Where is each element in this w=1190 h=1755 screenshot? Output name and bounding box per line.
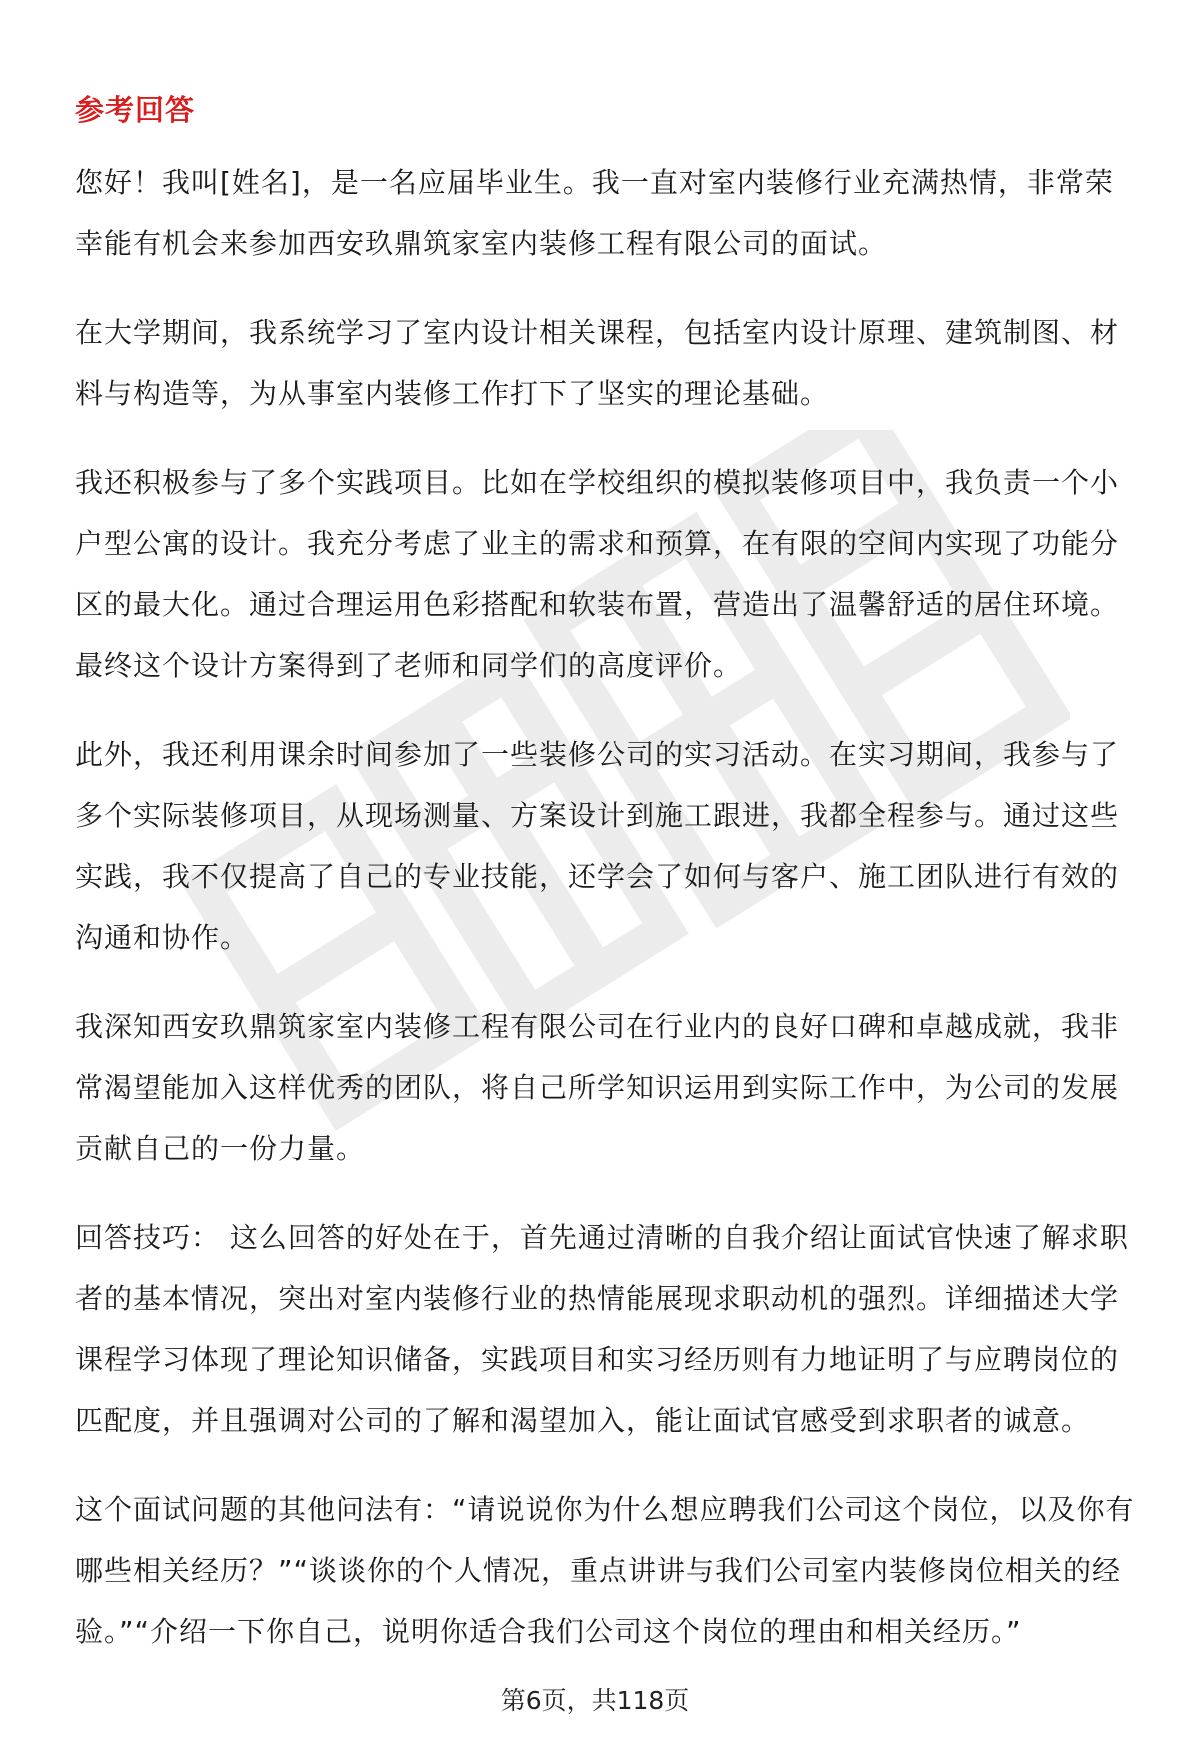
paragraph-projects: 我还积极参与了多个实践项目。比如在学校组织的模拟装修项目中，我负责一个小 户型公寓的设计。我充分考虑了业主的需求和预算，在有限的空间内实现了功能分 区的最大化。通过合理运用色彩搭配和软装布置，营造出了温馨舒适的居住环境。 最终这个设计方案得到了老师和同学们的高度评价。 bbox=[75, 466, 1120, 682]
paragraph-education: 在大学期间，我系统学习了室内设计相关课程，包括室内设计原理、建筑制图、材 料与构造等，为从事室内装修工作打下了坚实的理论基础。 bbox=[75, 316, 1120, 410]
paragraph-introduction: 您好！我叫[姓名]，是一名应届毕业生。我一直对室内装修行业充满热情，非常荣 幸能有机会来参加西安玖鼎筑家室内装修工程有限公司的面试。 bbox=[75, 166, 1114, 260]
paragraph-alternative-questions: 这个面试问题的其他问法有：“请说说你为什么想应聘我们公司这个岗位，以及你有 哪些相关经历？”“谈谈你的个人情况，重点讲讲与我们公司室内装修岗位相关的经 验。”“介绍一下你自己，说明你适合我们公司这个岗位的理由和相关经历。” bbox=[75, 1493, 1135, 1648]
section-heading: 参考回答 bbox=[75, 93, 196, 127]
paragraph-answer-tips: 回答技巧： 这么回答的好处在于，首先通过清晰的自我介绍让面试官快速了解求职 者的基本情况，突出对室内装修行业的热情能展现求职动机的强烈。详细描述大学 课程学习体现了理论知识储备，实践项目和实习经历则有力地证明了与应聘岗位的 匹配度，并且强调对公司的了解和渴望加入，能让面试官感受到求职者的诚意。 bbox=[75, 1221, 1129, 1437]
document-body bbox=[75, 90, 1175, 1690]
page-number-footer: 第6页，共118页 bbox=[500, 1686, 690, 1715]
paragraph-internship: 此外，我还利用课余时间参加了一些装修公司的实习活动。在实习期间，我参与了 多个实际装修项目，从现场测量、方案设计到施工跟进，我都全程参与。通过这些 实践，我不仅提高了自己的专业技能，还学会了如何与客户、施工团队进行有效的 沟通和协作。 bbox=[75, 738, 1120, 954]
paragraph-motivation: 我深知西安玖鼎筑家室内装修工程有限公司在行业内的良好口碑和卓越成就，我非 常渴望能加入这样优秀的团队，将自己所学知识运用到实际工作中，为公司的发展 贡献自己的一份力量。 bbox=[75, 1010, 1120, 1165]
